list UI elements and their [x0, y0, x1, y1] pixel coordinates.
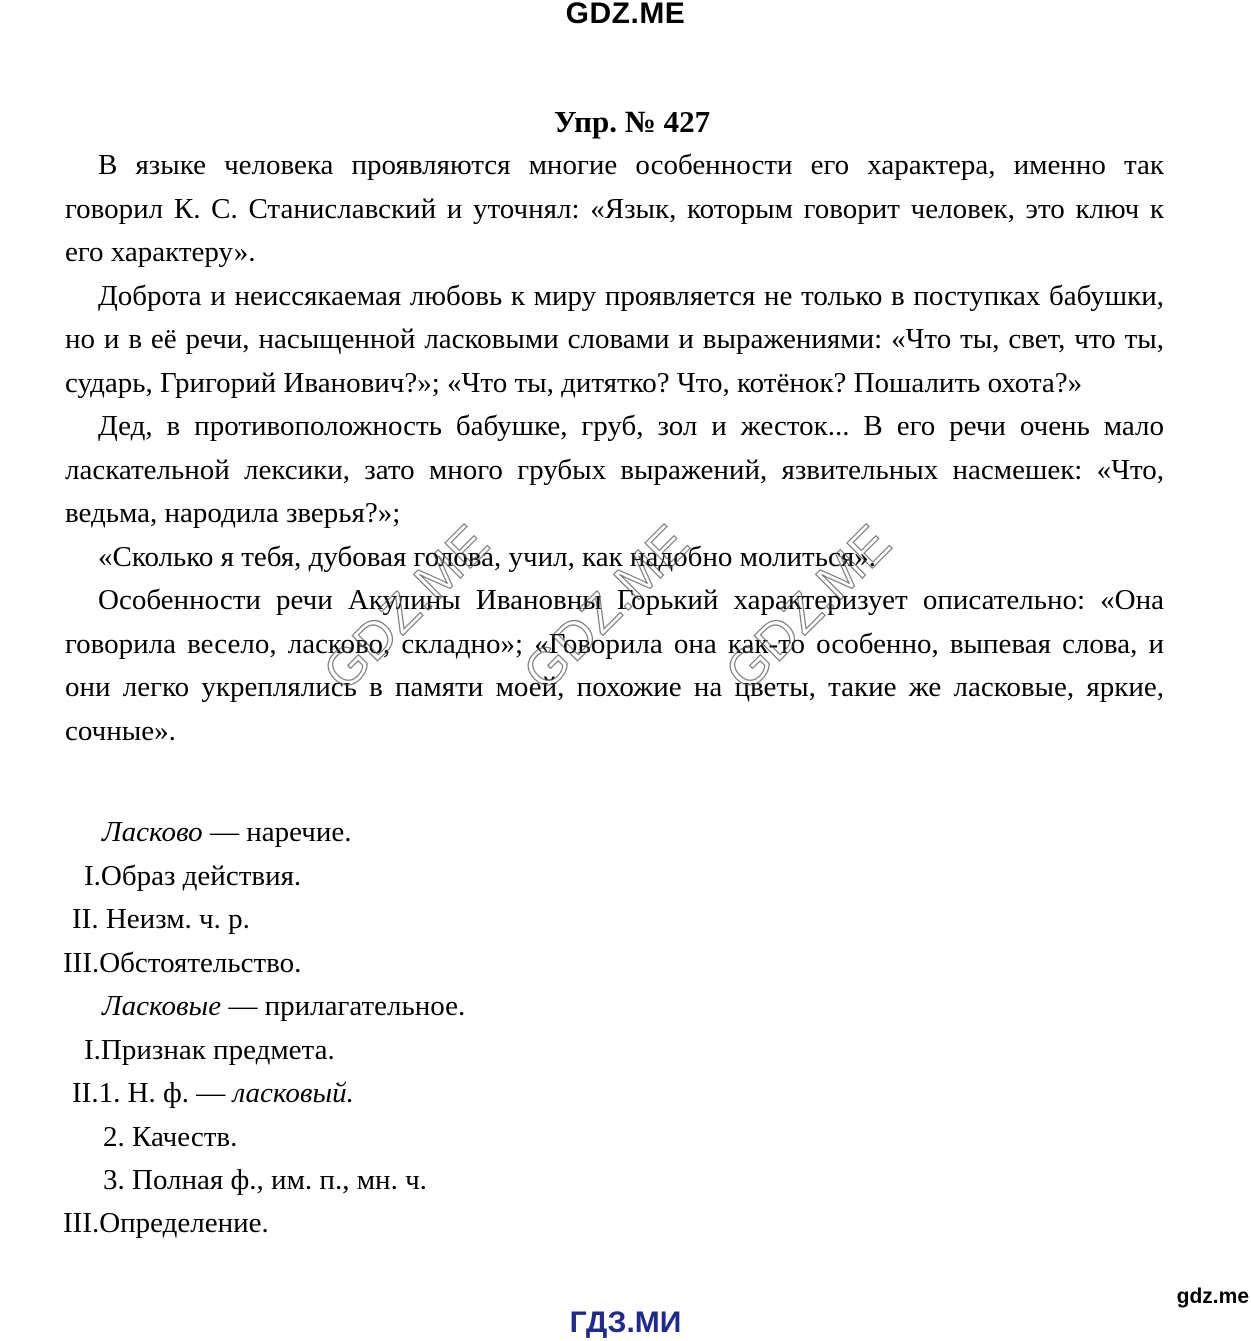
site-logo-top: GDZ.ME	[565, 0, 686, 30]
analysis-word-adverb: Ласково	[102, 816, 203, 848]
exercise-answer-text	[65, 144, 1164, 753]
analysis-initial-form: ласковый.	[232, 1077, 354, 1109]
watermark: GDZ.ME	[714, 513, 903, 702]
paragraph-grandfather-quote: «Сколько я тебя, дубовая голова, учил, как надобно молиться».	[98, 540, 876, 573]
paragraph-intro: В языке человека проявляются многие особенности его характера, именно так говорил К. С. Станиславский и уточнял: «Язык, которым говорит человек, это ключ к его характеру».	[65, 149, 1164, 268]
analysis-heading-adjective	[102, 986, 465, 1026]
analysis-line: I.Признак предмета.	[84, 1034, 335, 1066]
analysis-pos-adjective: — прилагательное.	[221, 990, 466, 1022]
exercise-title: Упр. № 427	[553, 104, 711, 139]
analysis-line: III.Обстоятельство.	[63, 947, 302, 979]
paragraph-akulina: Особенности речи Акулины Ивановны Горький характеризует описательно: «Она говорила весело, ласково, складно»; «Говорила она как-то особенно, выпевая слова, и они легко укреплялись в памяти моей, похожие на цветы, такие же ласковые, яркие, сочные».	[65, 584, 1164, 747]
paragraph-grandmother: Доброта и неиссякаемая любовь к миру проявляется не только в поступках бабушки, но и в её речи, насыщенной ласковыми словами и выражениями: «Что ты, свет, что ты, сударь, Григорий Иванович?»; «Что ты, дитятко? Что, котёнок? Пошалить охота?»	[65, 279, 1164, 399]
paragraph-grandfather: Дед, в противоположность бабушке, груб, зол и жесток... В его речи очень мало ласкательной лексики, зато много грубых выражений, язвительных насмешек: «Что, ведьма, народила зверья?»;	[65, 410, 1164, 529]
analysis-line	[72, 1073, 354, 1113]
analysis-line: 2. Качеств.	[103, 1121, 238, 1153]
analysis-line: III.Определение.	[63, 1207, 269, 1239]
analysis-line: II. Неизм. ч. р.	[72, 903, 250, 935]
analysis-pos-adverb: — наречие.	[202, 816, 352, 848]
analysis-line: I.Образ действия.	[84, 860, 302, 892]
analysis-line: 3. Полная ф., им. п., мн. ч.	[103, 1164, 427, 1196]
analysis-line-prefix: II.1. Н. ф. —	[72, 1077, 233, 1109]
watermark: GDZ.ME	[312, 513, 501, 702]
site-logo-bottom: ГДЗ.МИ	[569, 1306, 682, 1339]
analysis-word-adjective: Ласковые	[102, 990, 222, 1022]
watermark: GDZ.ME	[512, 513, 701, 702]
analysis-heading-adverb	[102, 812, 351, 852]
site-logo-corner: gdz.me	[1176, 1285, 1249, 1308]
